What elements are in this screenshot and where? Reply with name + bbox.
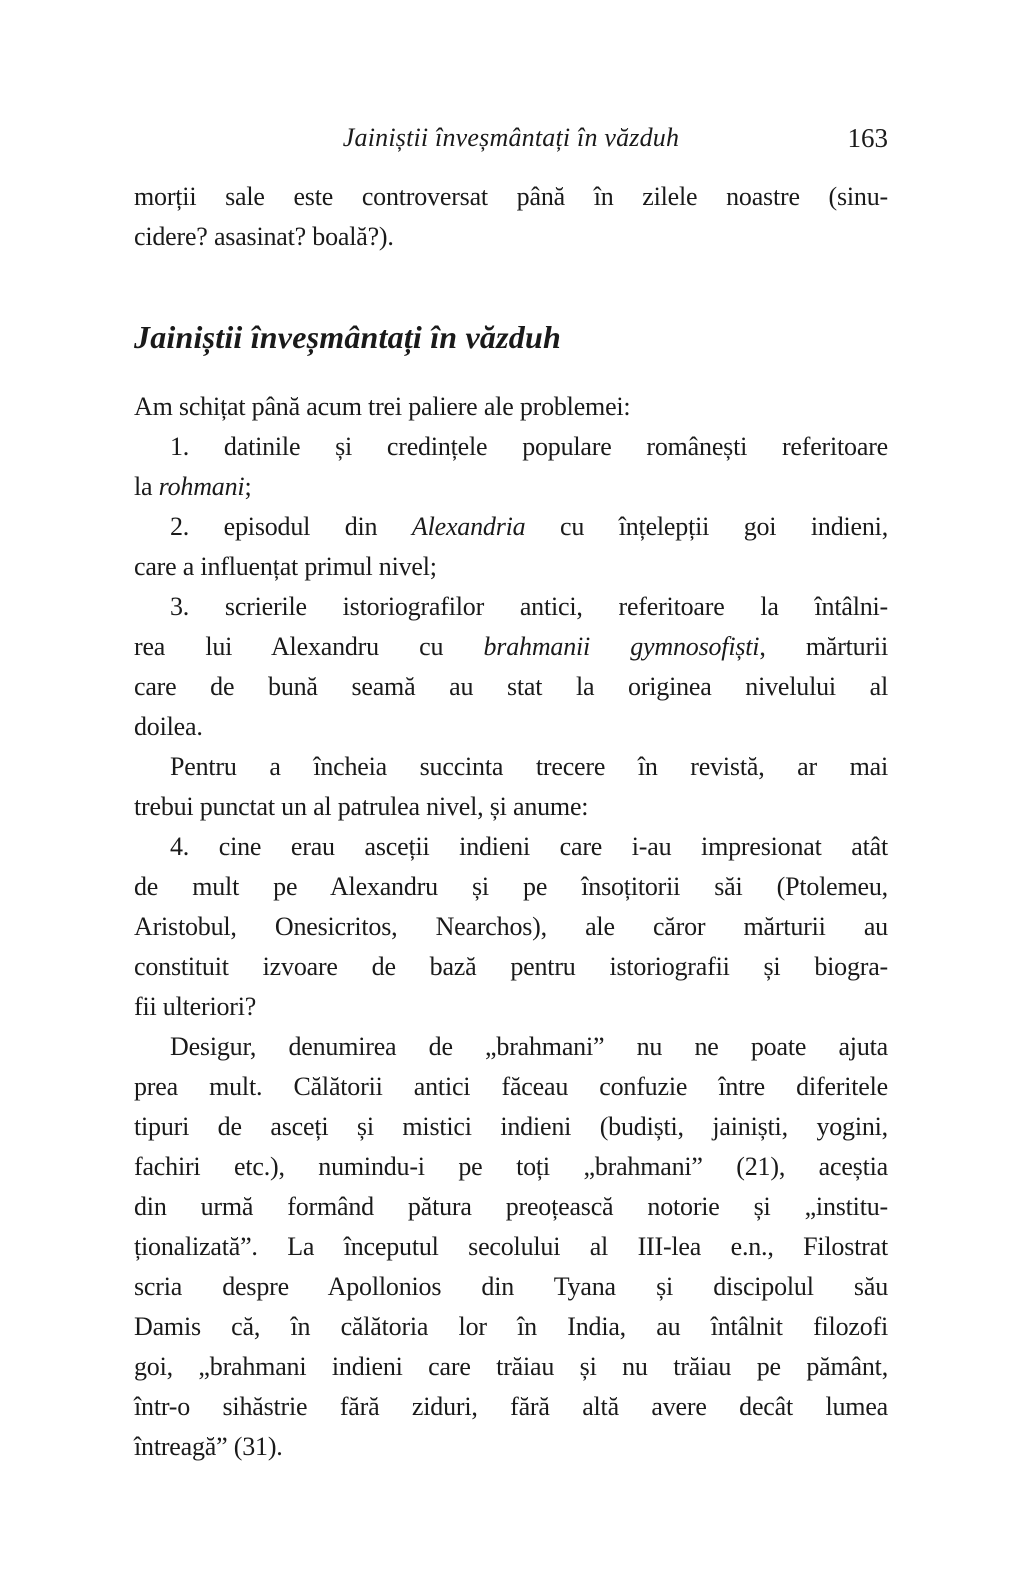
paragraph	[134, 1027, 888, 1467]
text-run: de mult pe Alexandru și pe însoțitorii săi (Ptolemeu,	[134, 872, 888, 901]
italic-text-run: Alexandria	[411, 512, 526, 541]
text-line	[134, 667, 888, 707]
text-line	[134, 217, 888, 257]
text-line	[134, 467, 888, 507]
text-line	[134, 787, 888, 827]
text-line	[134, 1067, 888, 1107]
text-run: Damis că, în călătoria lor în India, au întâlnit filozofi	[134, 1312, 888, 1341]
text-run: constituit izvoare de bază pentru istoriografii și biogra-	[134, 952, 888, 981]
text-run: Am schițat până acum trei paliere ale problemei:	[134, 392, 631, 421]
text-run: 3. scrierile istoriografilor antici, referitoare la întâlni-	[170, 592, 888, 621]
text-line	[134, 1227, 888, 1267]
text-line	[134, 1347, 888, 1387]
text-run: care a influențat primul nivel;	[134, 552, 437, 581]
text-line	[134, 627, 888, 667]
text-run: Aristobul, Onesicritos, Nearchos), ale căror mărturii au	[134, 912, 888, 941]
text-run: Pentru a încheia succinta trecere în revistă, ar mai	[170, 752, 888, 781]
italic-text-run: brahmanii gymnosofiști	[483, 632, 760, 661]
text-line	[134, 1107, 888, 1147]
page-number: 163	[847, 123, 888, 153]
text-run: la	[134, 472, 159, 501]
text-line	[134, 1427, 888, 1467]
page-body	[134, 177, 888, 1467]
text-line	[134, 177, 888, 217]
text-run: 4. cine erau asceții indieni care i-au impresionat atât	[170, 832, 888, 861]
text-line	[134, 707, 888, 747]
section-heading: Jainiștii înveșmântați în văzduh	[134, 319, 561, 355]
text-line	[134, 547, 888, 587]
text-run: într-o sihăstrie fără ziduri, fără altă avere decât lumea	[134, 1392, 888, 1421]
text-line	[134, 947, 888, 987]
text-line	[134, 1147, 888, 1187]
text-run: ționalizată”. La începutul secolului al III-lea e.n., Filostrat	[134, 1232, 888, 1261]
text-run: Desigur, denumirea de „brahmani” nu ne poate ajuta	[170, 1032, 888, 1061]
text-run: doilea.	[134, 712, 203, 741]
text-run: cu înțelepții goi indieni,	[525, 512, 888, 541]
running-title: Jainiștii înveșmântați în văzduh	[342, 123, 680, 152]
paragraph	[134, 507, 888, 587]
text-run: care de bună seamă au stat la originea nivelului al	[134, 672, 888, 701]
text-line	[134, 387, 888, 427]
text-line	[134, 1187, 888, 1227]
text-line	[134, 827, 888, 867]
text-run: morții sale este controversat până în zilele noastre (sinu-	[134, 182, 888, 211]
text-column	[134, 0, 888, 1467]
text-line	[134, 587, 888, 627]
running-header	[134, 118, 888, 158]
text-run: întreagă” (31).	[134, 1432, 283, 1461]
text-run: tipuri de asceți și mistici indieni (budiști, jainiști, yogini,	[134, 1112, 888, 1141]
text-line	[134, 1027, 888, 1067]
text-line	[134, 747, 888, 787]
paragraph	[134, 827, 888, 1027]
paragraph	[134, 177, 888, 257]
text-run: , mărturii	[759, 632, 888, 661]
text-run: trebui punctat un al patrulea nivel, și anume:	[134, 792, 589, 821]
text-run: din urmă formând pătura preoțească notorie și „institu-	[134, 1192, 888, 1221]
text-line	[134, 507, 888, 547]
text-line	[134, 427, 888, 467]
text-run: scria despre Apollonios din Tyana și discipolul său	[134, 1272, 888, 1301]
text-run: goi, „brahmani indieni care trăiau și nu trăiau pe pământ,	[134, 1352, 888, 1381]
text-run: rea lui Alexandru cu	[134, 632, 484, 661]
text-run: prea mult. Călătorii antici făceau confuzie între diferitele	[134, 1072, 888, 1101]
italic-text-run: rohmani	[158, 472, 245, 501]
text-run: fachiri etc.), numindu-i pe toți „brahmani” (21), aceștia	[134, 1152, 888, 1181]
paragraph	[134, 427, 888, 507]
text-run: 1. datinile și credințele populare românești referitoare	[170, 432, 888, 461]
text-line	[134, 867, 888, 907]
text-line	[134, 1387, 888, 1427]
text-run: 2. episodul din	[170, 512, 412, 541]
paragraph	[134, 747, 888, 827]
text-line	[134, 1307, 888, 1347]
text-run: ;	[244, 472, 252, 501]
text-run: fii ulteriori?	[134, 992, 257, 1021]
text-line	[134, 907, 888, 947]
text-line	[134, 987, 888, 1027]
text-run: cidere? asasinat? boală?).	[134, 222, 394, 251]
paragraph	[134, 387, 888, 427]
text-line	[134, 1267, 888, 1307]
paragraph	[134, 587, 888, 747]
